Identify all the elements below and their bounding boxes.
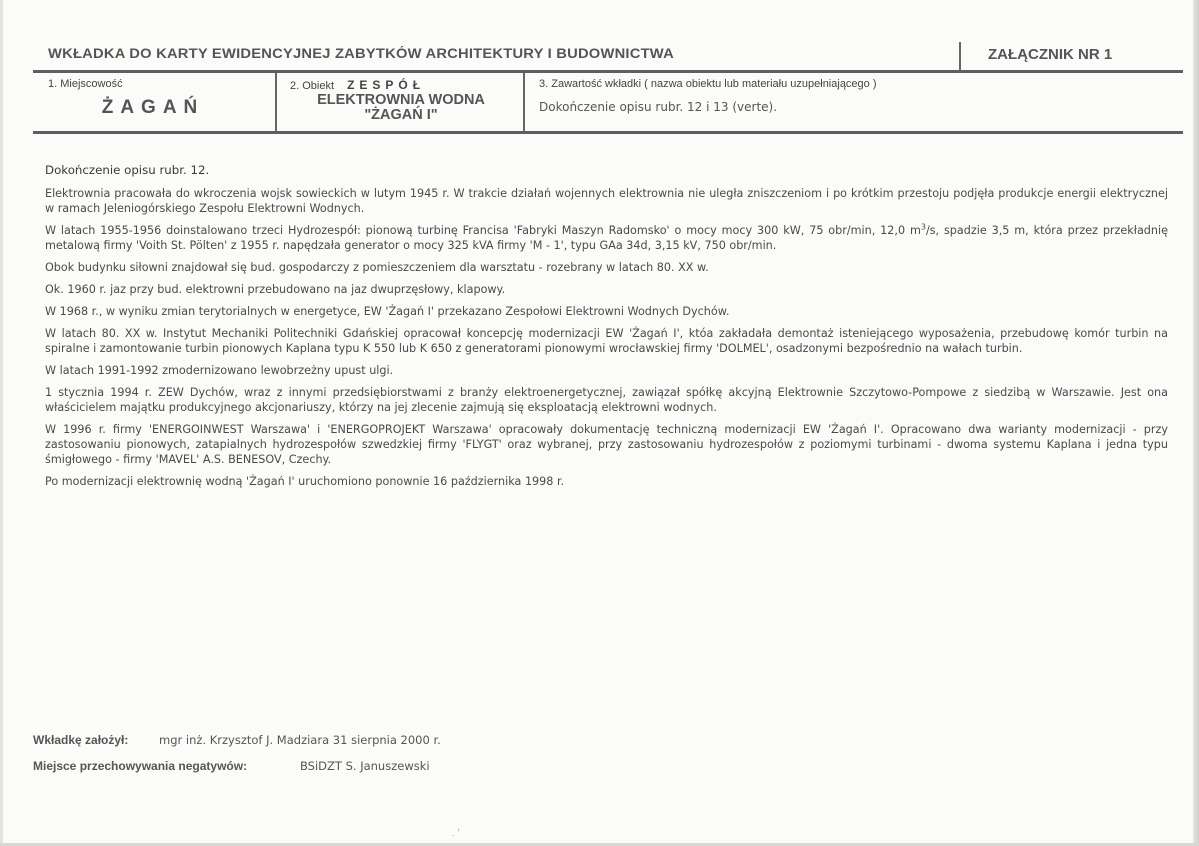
object-prefix: ZESPÓŁ	[347, 78, 426, 92]
form-header	[33, 42, 1183, 68]
footer	[33, 733, 733, 785]
negatives-label: Miejsce przechowywania negatywów:	[33, 759, 248, 773]
author-value: mgr inż. Krzysztof J. Madziara 31 sierpnia 2000 r.	[159, 733, 441, 747]
object-name-line1: ELEKTROWNIA WODNA	[317, 92, 485, 108]
negatives-value: BSiDZT S. Januszewski	[300, 759, 430, 773]
paragraph-workshop: Obok budynku siłowni znajdował się bud. gospodarczy z pomieszczeniem dla warsztatu - rozebrany w latach 80. XX w.	[45, 261, 709, 274]
object-cell	[275, 73, 525, 131]
scan-right-edge	[1193, 0, 1199, 846]
paragraph-1998: Po modernizacji elektrownię wodną 'Żagań I' uruchomiono ponownie 16 października 1998 r.	[45, 475, 565, 488]
paragraph-1955	[45, 223, 1168, 253]
form-title: WKŁADKA DO KARTY EWIDENCYJNEJ ZABYTKÓW ARCHITEKTURY I BUDOWNICTWA	[48, 46, 674, 61]
locality-label: 1. Miejscowość	[48, 78, 123, 90]
paragraph-1960: Ok. 1960 r. jaz przy bud. elektrowni przebudowano na jaz dwuprzęsłowy, klapowy.	[45, 283, 506, 296]
locality-value: ŻAGAŃ	[101, 97, 205, 118]
contents-value: Dokończenie opisu rubr. 12 i 13 (verte).	[539, 100, 778, 114]
paragraph-1994: 1 stycznia 1994 r. ZEW Dychów, wraz z innymi przedsiębiorstwami z branży elektroenergetycznej, zawiązał spółkę akcyjną Elektrownie Szczytowo-Pompowe z siedzibą w Warszawie. Jest ona właścicielem majątku produkcyjnego akcjonariuszy, którzy na jej zlecenie zajmują się eksploatacją elektrowni wodnych.	[45, 386, 1168, 414]
object-name-line2: "ŻAGAŃ I"	[364, 107, 438, 123]
paragraph-1996: W 1996 r. firmy 'ENERGOINWEST Warszawa' i 'ENERGOPROJEKT Warszawa' opracowały dokumentację techniczną modernizacji EW 'Żagań I'. Opracowano dwa warianty modernizacji - przy zastosowaniu pionowych, zatapialnych hydrozespołów szwedzkiej firmy 'FLYGT' oraz wybranej, przy zastosowaniu hydrozespołów z poziomymi turbinami - dwoma systemu Kaplana i jedna typu śmigłowego - firmy 'MAVEL' A.S. BENESOV, Czechy.	[45, 423, 1168, 466]
paragraph-1955-part1: W latach 1955-1956 doinstalowano trzeci Hydrozespół: pionową turbinę Francisa 'Fabryki Maszyn Radomsko' o mocy mocy 300 kW, 75 obr/min, 12,0 m	[45, 224, 921, 237]
author-row	[33, 733, 733, 759]
annex-label: ZAŁĄCZNIK NR 1	[988, 46, 1113, 63]
info-table	[33, 70, 1183, 134]
paragraph-1980s: W latach 80. XX w. Instytut Mechaniki Politechniki Gdańskiej opracował koncepcję modernizacji EW 'Żagań I', któa zakładała demontaż isteniejącego wyposażenia, przebudowę komór turbin na spiralne i zamontowanie turbin pionowych Kaplana typu K 550 lub K 650 z generatorami pionowymi wrocławskiej firmy 'DOLMEL', osadzonymi bezpośrednio na wałach turbin.	[45, 327, 1168, 355]
paragraph-1991: W latach 1991-1992 zmodernizowano lewobrzeżny upust ulgi.	[45, 364, 394, 377]
description-body	[45, 163, 1168, 496]
object-label-row	[290, 78, 425, 92]
scan-left-edge	[0, 0, 3, 846]
locality-cell	[33, 73, 273, 131]
paragraph-1968: W 1968 r., w wyniku zmian terytorialnych w energetyce, EW 'Żagań I' przekazano Zespołowi Elektrowni Wodnych Dychów.	[45, 305, 730, 318]
section-heading: Dokończenie opisu rubr. 12.	[45, 163, 210, 177]
contents-cell	[523, 73, 1185, 131]
scan-artifact: . ׳	[452, 828, 461, 838]
negatives-row	[33, 759, 733, 785]
header-divider	[959, 42, 961, 72]
paragraph-1955-part2: /s, spadzie 3,5 m, która przez przekładnię metalową firmy 'Voith St. Pölten' z 1955 r. napędzała generator o mocy 325 kVA firmy 'M - 1', typu GAa 34d, 3,15 kV, 750 obr/min.	[45, 224, 1168, 252]
contents-label: 3. Zawartość wkładki ( nazwa obiektu lub materiału uzupełniającego )	[539, 78, 877, 90]
cubic-superscript: 3	[920, 222, 926, 232]
author-label: Wkładkę założył:	[33, 733, 129, 747]
object-label: 2. Obiekt	[290, 80, 335, 92]
paragraph-1945: Elektrownia pracowała do wkroczenia wojsk sowieckich w lutym 1945 r. W trakcie działań wojennych elektrownia nie uległa zniszczeniom i po krótkim przestoju podjęła produkcje energii elektrycznej w ramach Jeleniogórskiego Zespołu Elektrowni Wodnych.	[45, 187, 1168, 215]
